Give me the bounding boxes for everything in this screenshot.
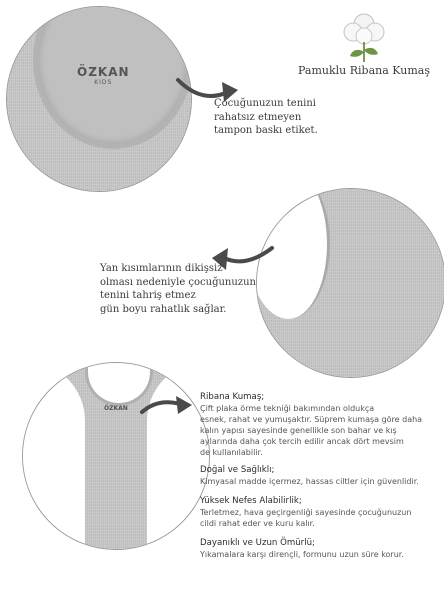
feature-item: [200, 538, 440, 560]
feature-body: Çift plaka örme tekniği bakımından oldukça esnek, rahat ve yumuşaktır. Süprem kumaşa göre daha kalın yapısı sayesinde genellikle son bahar ve kış aylarında daha çok tercih edilir ancak dört mevsim de kullanılabilir.: [200, 404, 423, 457]
feature-item: [200, 496, 440, 529]
feature-item: [200, 465, 440, 487]
singlet-circle: ÖZKAN: [22, 362, 210, 550]
feature-title: Yüksek Nefes Alabilirlik;: [200, 496, 302, 506]
neck-label-circle: [6, 6, 192, 192]
feature-body: Yıkamalara karşı dirençli, formunu uzun süre korur.: [200, 550, 404, 559]
arrow-right-icon: [138, 392, 194, 422]
side-note: Yan kısımlarının dikişsiz olması nedeniyle çocuğunuzun tenini tahriş etmez gün boyu rahatlık sağlar.: [100, 263, 256, 315]
feature-title: Doğal ve Sağlıklı;: [200, 465, 275, 475]
feature-item: [200, 392, 440, 458]
brand-label: Pamuklu Ribana Kumaş: [298, 64, 430, 77]
brand-logo: ÖZKAN KIDS: [77, 65, 130, 86]
feature-list: [200, 392, 440, 560]
feature-body: Terletmez, hava geçirgenliği sayesinde çocuğunuzun cildi rahat eder ve kuru kalır.: [200, 508, 412, 528]
cotton-logo-icon: [334, 6, 394, 64]
feature-body: Kimyasal madde içermez, hassas ciltler için güvenlidir.: [200, 477, 419, 486]
feature-title: Ribana Kumaş;: [200, 392, 265, 402]
label-note: Çocuğunuzun tenini rahatsız etmeyen tampon baskı etiket.: [214, 98, 318, 136]
feature-title: Dayanıklı ve Uzun Ömürlü;: [200, 538, 315, 548]
